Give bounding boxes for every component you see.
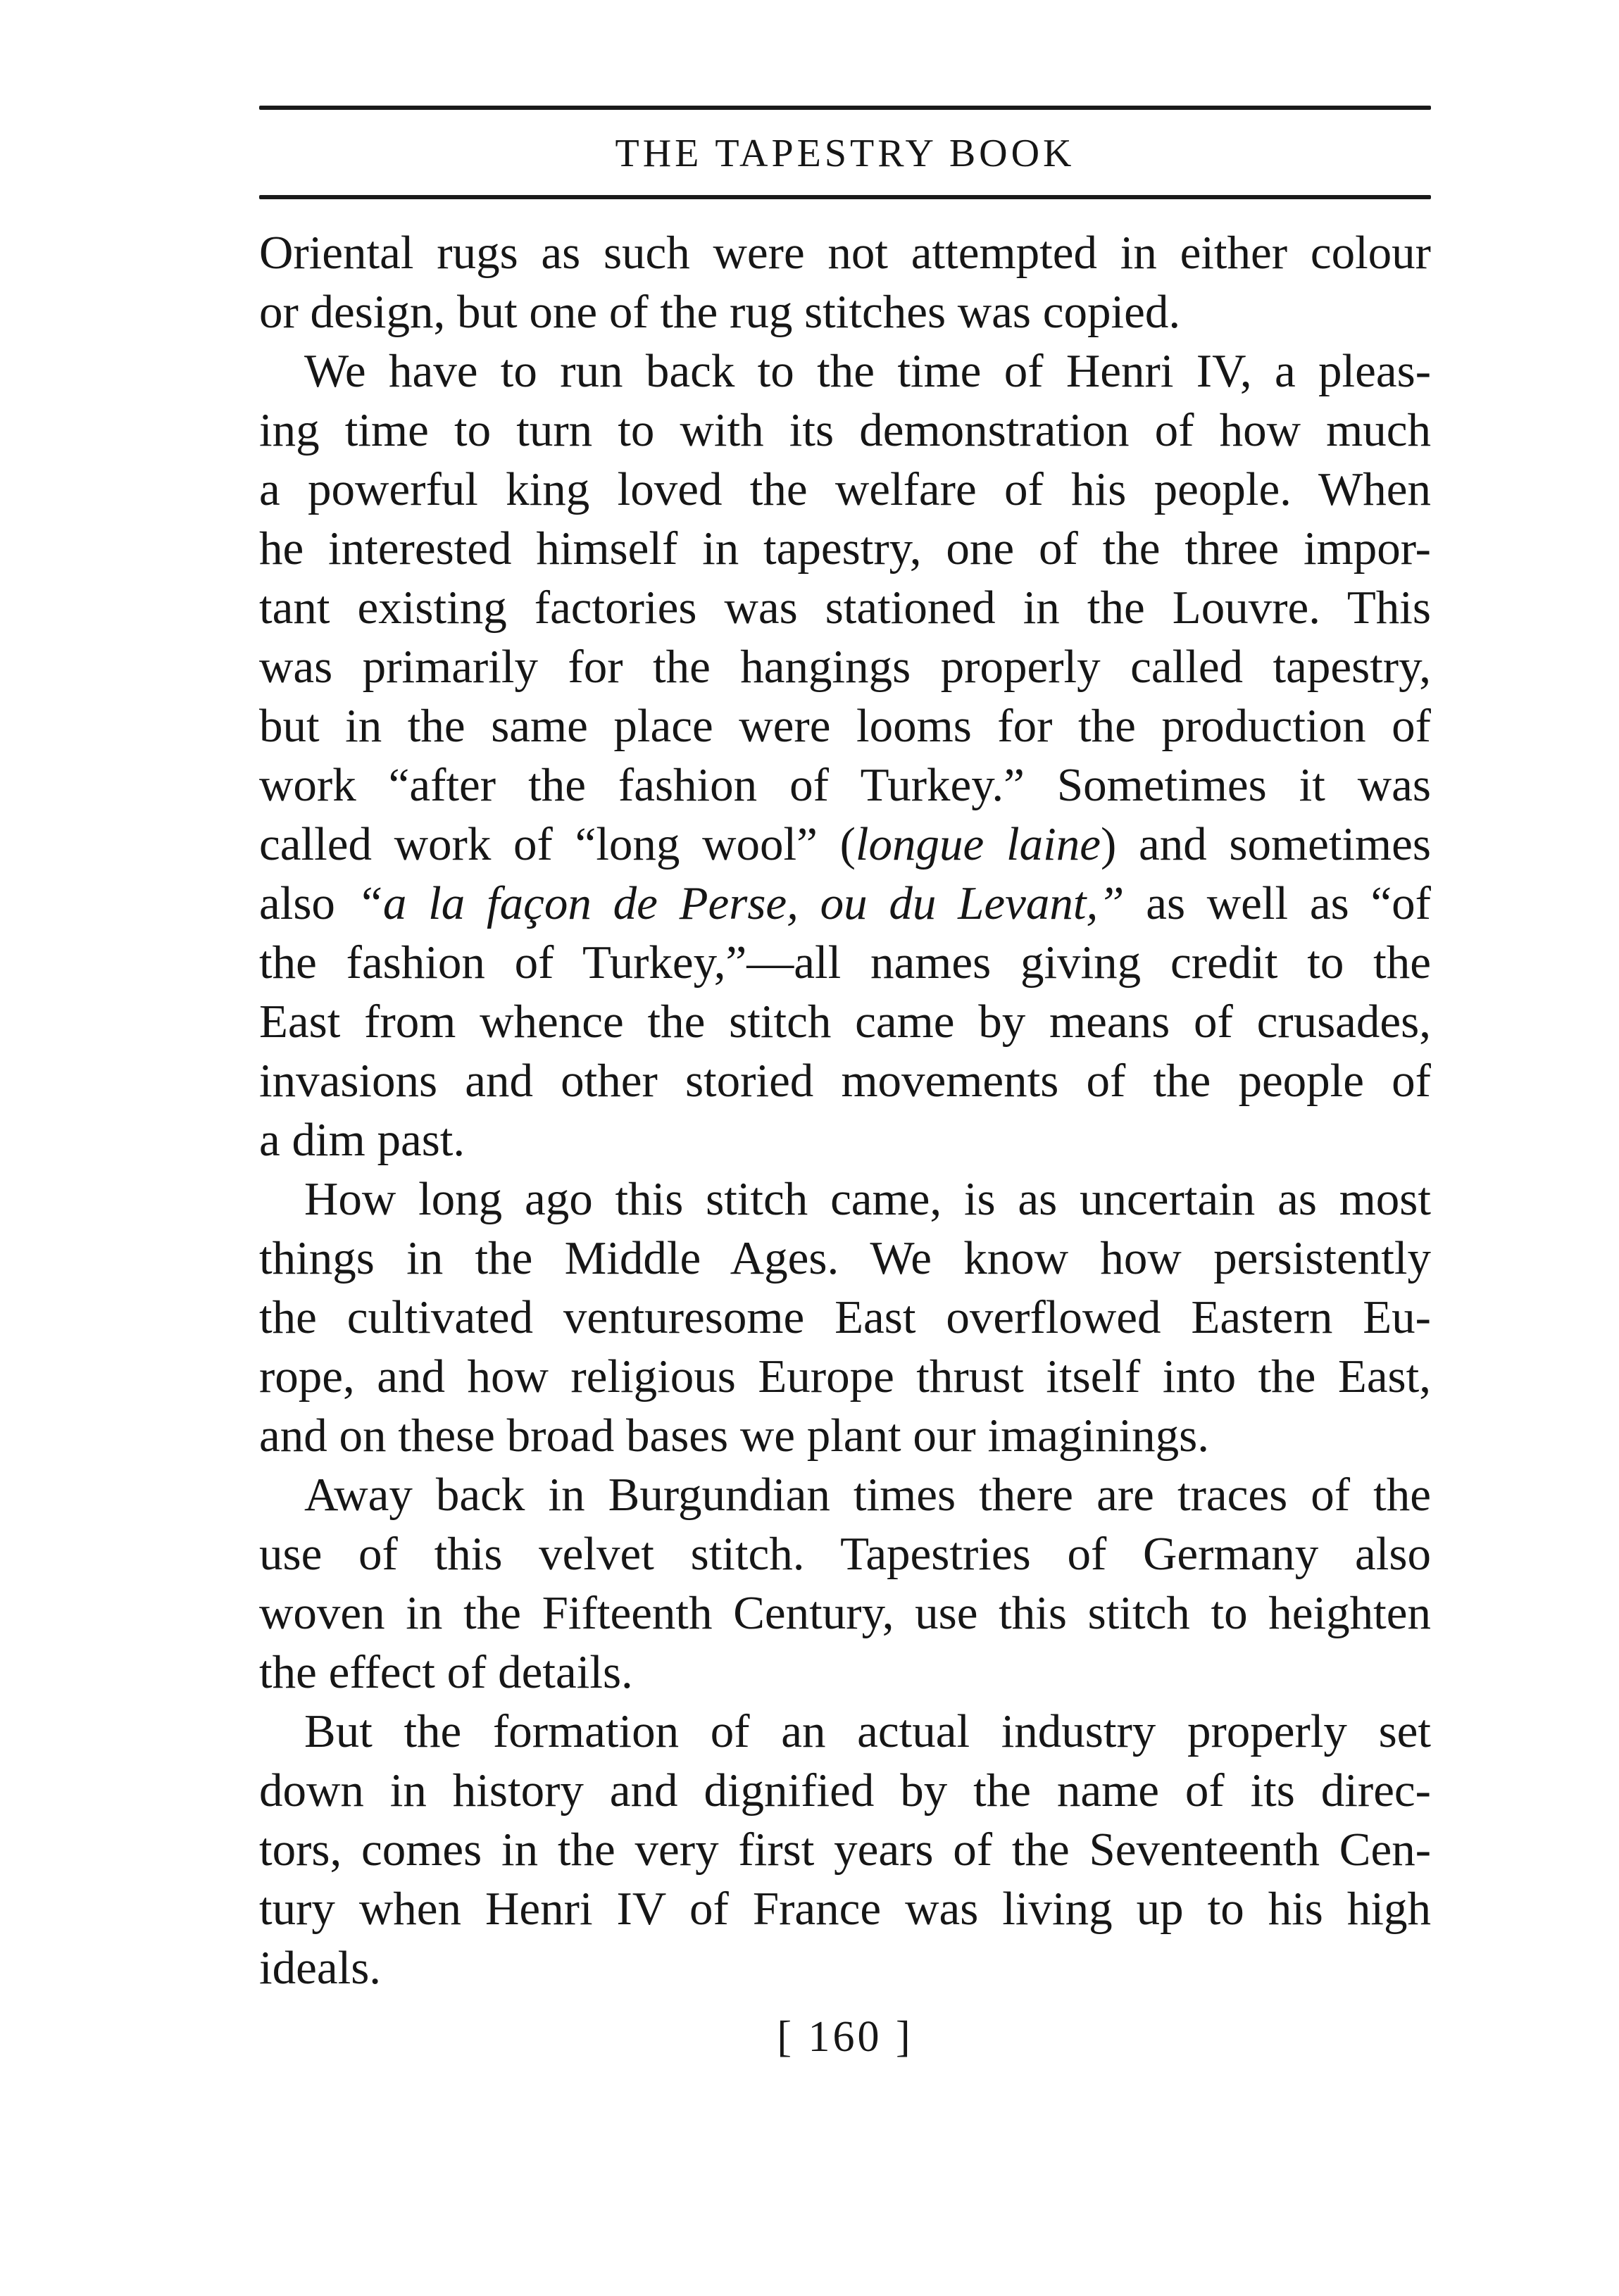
text-segment: ) and sometimes — [1100, 818, 1431, 870]
text-segment: East from whence the stitch came by means of crusades, — [259, 996, 1431, 1048]
text-segment: invasions and other storied movements of the people of — [259, 1055, 1431, 1107]
text-segment: But the formation of an actual industry properly set — [304, 1705, 1431, 1757]
text-segment: the effect of details. — [259, 1646, 633, 1698]
text-line — [259, 223, 1431, 282]
text-line — [259, 1761, 1431, 1820]
text-line — [259, 341, 1431, 401]
text-segment: also — [259, 877, 357, 929]
text-segment: a dim past. — [259, 1114, 465, 1166]
text-line — [259, 519, 1431, 578]
running-head: THE TAPESTRY BOOK — [615, 132, 1075, 175]
text-line — [259, 1583, 1431, 1643]
text-segment: tury when Henri IV of France was living up to his high — [259, 1883, 1431, 1935]
text-segment: down in history and dignified by the name of its direc- — [259, 1764, 1431, 1817]
text-line — [259, 1820, 1431, 1879]
text-segment: work “after the fashion of Turkey.” Sometimes it was — [259, 759, 1431, 811]
text-line — [259, 1524, 1431, 1583]
text-segment: Oriental rugs as such were not attempted in either colour — [259, 227, 1431, 279]
text-line — [259, 815, 1431, 874]
text-line — [259, 1938, 1431, 1997]
text-line — [259, 282, 1431, 341]
text-segment: ing time to turn to with its demonstration of how much — [259, 404, 1431, 456]
text-line — [259, 460, 1431, 519]
text-segment: We have to run back to the time of Henri IV, a pleas- — [304, 345, 1431, 397]
text-line — [259, 933, 1431, 992]
text-segment: called work of “long wool” ( — [259, 818, 856, 870]
text-segment: the fashion of Turkey,”—all names giving credit to the — [259, 936, 1431, 989]
text-segment: tors, comes in the very first years of the Seventeenth Cen- — [259, 1824, 1431, 1876]
text-line — [259, 637, 1431, 696]
text-line — [259, 1347, 1431, 1406]
header-rule-bottom — [259, 195, 1431, 199]
text-segment: How long ago this stitch came, is as uncertain as most — [304, 1173, 1431, 1225]
text-segment: a powerful king loved the welfare of his people. When — [259, 463, 1431, 515]
text-segment: but in the same place were looms for the production of — [259, 700, 1431, 752]
header-rule-top — [259, 106, 1431, 110]
text-segment: woven in the Fifteenth Century, use this stitch to heighten — [259, 1587, 1431, 1639]
body-text — [259, 223, 1431, 1997]
text-segment: was primarily for the hangings properly called tapestry, — [259, 641, 1431, 693]
italic-text: “a la façon de Perse, ou du Levant,” — [356, 877, 1125, 929]
text-line — [259, 401, 1431, 460]
text-line — [259, 1702, 1431, 1761]
text-line — [259, 1051, 1431, 1110]
text-line — [259, 696, 1431, 755]
text-line — [259, 1643, 1431, 1702]
text-segment: he interested himself in tapestry, one of the three impor- — [259, 522, 1431, 575]
text-line — [259, 1879, 1431, 1938]
text-segment: use of this velvet stitch. Tapestries of Germany also — [259, 1528, 1431, 1580]
text-segment: as well as “of — [1124, 877, 1431, 929]
text-line — [259, 1465, 1431, 1524]
text-line — [259, 874, 1431, 933]
page-number: [ 160 ] — [777, 2013, 913, 2061]
text-line — [259, 992, 1431, 1051]
text-line — [259, 1169, 1431, 1229]
text-segment: things in the Middle Ages. We know how persistently — [259, 1232, 1431, 1284]
text-segment: rope, and how religious Europe thrust itself into the East, — [259, 1350, 1431, 1403]
text-line — [259, 1229, 1431, 1288]
text-line — [259, 1288, 1431, 1347]
text-segment: and on these broad bases we plant our imaginings. — [259, 1410, 1209, 1462]
text-segment: the cultivated venturesome East overflowed Eastern Eu- — [259, 1291, 1431, 1343]
text-segment: ideals. — [259, 1942, 382, 1994]
text-line — [259, 578, 1431, 637]
text-line — [259, 1406, 1431, 1465]
text-line — [259, 1110, 1431, 1169]
text-segment: or design, but one of the rug stitches was copied. — [259, 286, 1181, 338]
italic-text: longue laine — [855, 818, 1101, 870]
text-segment: Away back in Burgundian times there are traces of the — [304, 1469, 1431, 1521]
text-segment: tant existing factories was stationed in the Louvre. This — [259, 582, 1431, 634]
text-line — [259, 755, 1431, 815]
